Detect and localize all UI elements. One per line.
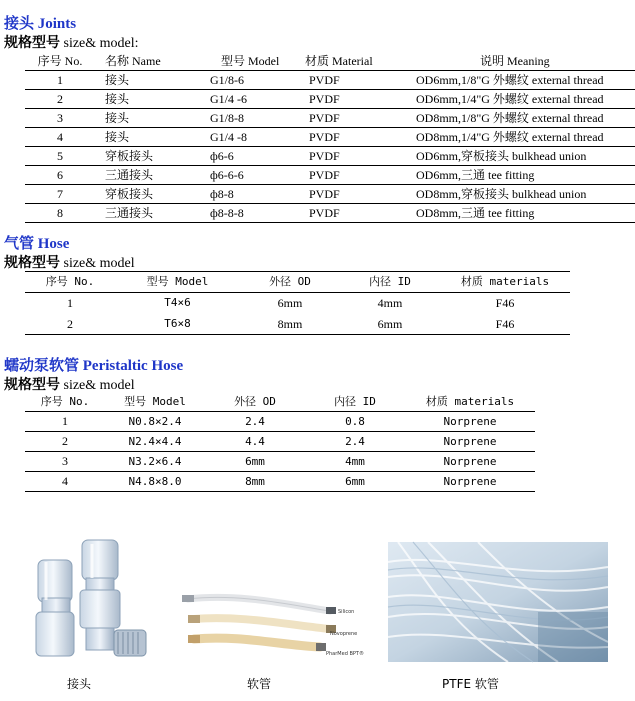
table-cell: F46 xyxy=(495,296,515,311)
col-header-od: 外径 OD xyxy=(234,395,276,408)
table-cell: PVDF xyxy=(309,187,340,201)
peristaltic-table xyxy=(25,392,535,492)
table-cell: N4.8×8.0 xyxy=(128,475,182,488)
table-cell: 2 xyxy=(57,92,63,106)
joints-table xyxy=(25,52,635,223)
table-cell: 5 xyxy=(57,149,63,163)
table-cell: OD6mm,1/8"G 外螺纹 external thread xyxy=(416,73,604,87)
hose-title: 气管 Hose xyxy=(4,236,70,252)
table-cell: 6mm xyxy=(277,296,303,311)
table-cell: Norprene xyxy=(443,415,497,428)
table-cell: 8 xyxy=(57,206,63,220)
table-row xyxy=(25,314,570,335)
col-header-od: 外径 OD xyxy=(269,275,311,288)
table-row xyxy=(25,293,570,314)
table-cell: 4 xyxy=(62,474,68,488)
table-cell: 2.4 xyxy=(345,435,365,448)
table-cell: 2.4 xyxy=(245,415,265,428)
table-cell: 穿板接头 xyxy=(105,187,154,201)
table-cell: ф8-8 xyxy=(210,187,234,201)
table-cell: PVDF xyxy=(309,73,340,87)
table-cell: 8mm xyxy=(245,475,265,488)
table-row xyxy=(25,472,535,492)
table-cell: ф6-6-6 xyxy=(210,168,244,182)
col-header-meaning: 说明 Meaning xyxy=(480,54,550,68)
table-cell: G1/4 -8 xyxy=(210,130,247,144)
table-cell: 6 xyxy=(57,168,63,182)
joints-title: 接头 Joints xyxy=(4,16,77,32)
peristaltic-title: 蠕动泵软管 Peristaltic Hose xyxy=(4,358,184,374)
table-cell: 8mm xyxy=(277,316,303,331)
table-cell: T4×6 xyxy=(164,296,191,310)
table-cell: 6mm xyxy=(245,455,265,468)
table-cell: PVDF xyxy=(309,168,340,182)
table-row xyxy=(25,166,635,185)
table-row xyxy=(25,71,635,90)
joints-subtitle: 规格型号 size& model: xyxy=(4,36,139,51)
table-cell: PVDF xyxy=(309,92,340,106)
table-row xyxy=(25,90,635,109)
tube-label-novoprene: Novoprene xyxy=(330,631,358,637)
table-cell: OD6mm,穿板接头 bulkhead union xyxy=(416,149,587,163)
table-cell: 穿板接头 xyxy=(105,149,154,163)
table-cell: 7 xyxy=(57,187,63,201)
table-cell: 1 xyxy=(57,73,63,87)
table-row xyxy=(25,412,535,432)
col-header-id: 内径 ID xyxy=(369,275,411,288)
table-cell: N3.2×6.4 xyxy=(128,455,182,468)
table-cell: 4.4 xyxy=(245,435,265,448)
table-cell: OD6mm,三通 tee fitting xyxy=(416,168,535,182)
joints-header-row xyxy=(25,52,635,71)
col-header-no: 序号 No. xyxy=(40,395,90,408)
caption-ptfe: PTFE 软管 xyxy=(442,677,499,691)
table-cell: OD6mm,1/4"G 外螺纹 external thread xyxy=(416,92,604,106)
table-cell: G1/8-6 xyxy=(210,73,244,87)
col-header-no: 序号 No. xyxy=(45,275,95,288)
table-cell: 3 xyxy=(57,111,63,125)
table-cell: 1 xyxy=(67,296,73,311)
peristaltic-header-row xyxy=(25,392,535,412)
tube-label-pharmed: PharMed BPT® xyxy=(326,651,364,657)
table-cell: 4mm xyxy=(345,455,365,468)
table-row xyxy=(25,147,635,166)
table-cell: 4mm xyxy=(377,296,403,311)
table-cell: 2 xyxy=(62,434,68,448)
col-header-id: 内径 ID xyxy=(334,395,376,408)
table-cell: PVDF xyxy=(309,149,340,163)
table-cell: PVDF xyxy=(309,111,340,125)
tube-label-silicon: Silicon xyxy=(338,609,355,615)
col-header-materials: 材质 materials xyxy=(460,275,550,288)
table-cell: 接头 xyxy=(105,92,130,106)
table-cell: ф6-6 xyxy=(210,149,234,163)
table-cell: 接头 xyxy=(105,130,130,144)
table-cell: OD8mm,1/4"G 外螺纹 external thread xyxy=(416,130,604,144)
table-cell: N0.8×2.4 xyxy=(128,415,182,428)
col-header-model: 型号 Model xyxy=(221,54,280,68)
table-cell: G1/8-8 xyxy=(210,111,244,125)
caption-hose: 软管 xyxy=(247,677,272,691)
table-cell: F46 xyxy=(495,316,515,331)
table-cell: 三通接头 xyxy=(105,168,154,182)
table-cell: 接头 xyxy=(105,73,130,87)
table-cell: 6mm xyxy=(377,316,403,331)
joints-photo xyxy=(30,532,155,667)
table-row xyxy=(25,432,535,452)
peristaltic-subtitle: 规格型号 size& model xyxy=(4,378,135,393)
col-header-no: 序号 No. xyxy=(37,54,83,68)
table-cell: T6×8 xyxy=(164,316,191,330)
hose-header-row xyxy=(25,272,570,293)
table-cell: 4 xyxy=(57,130,63,144)
table-cell: OD8mm,穿板接头 bulkhead union xyxy=(416,187,587,201)
table-cell: Norprene xyxy=(443,455,497,468)
col-header-material: 材质 Material xyxy=(305,54,373,68)
table-cell: 1 xyxy=(62,414,68,428)
tubing-photo xyxy=(180,585,364,660)
hose-table xyxy=(25,271,570,335)
col-header-model: 型号 Model xyxy=(146,275,209,288)
hose-subtitle: 规格型号 size& model xyxy=(4,256,135,271)
table-row xyxy=(25,204,635,223)
col-header-name: 名称 Name xyxy=(105,54,161,68)
table-cell: G1/4 -6 xyxy=(210,92,247,106)
col-header-model: 型号 Model xyxy=(124,395,186,408)
table-cell: OD8mm,1/8"G 外螺纹 external thread xyxy=(416,111,604,125)
table-cell: PVDF xyxy=(309,206,340,220)
table-cell: PVDF xyxy=(309,130,340,144)
table-cell: 2 xyxy=(67,316,73,331)
table-cell: 6mm xyxy=(345,475,365,488)
table-cell: ф8-8-8 xyxy=(210,206,244,220)
table-cell: 接头 xyxy=(105,111,130,125)
table-cell: Norprene xyxy=(443,475,497,488)
col-header-materials: 材质 materials xyxy=(425,395,515,408)
table-cell: 3 xyxy=(62,454,68,468)
table-cell: N2.4×4.4 xyxy=(128,435,182,448)
ptfe-tubing-photo xyxy=(388,542,608,662)
table-row xyxy=(25,109,635,128)
table-row xyxy=(25,185,635,204)
caption-joints: 接头 xyxy=(67,677,92,691)
table-cell: 三通接头 xyxy=(105,206,154,220)
table-cell: OD8mm,三通 tee fitting xyxy=(416,206,535,220)
table-row xyxy=(25,128,635,147)
table-row xyxy=(25,452,535,472)
table-cell: 0.8 xyxy=(345,415,365,428)
table-cell: Norprene xyxy=(443,435,497,448)
